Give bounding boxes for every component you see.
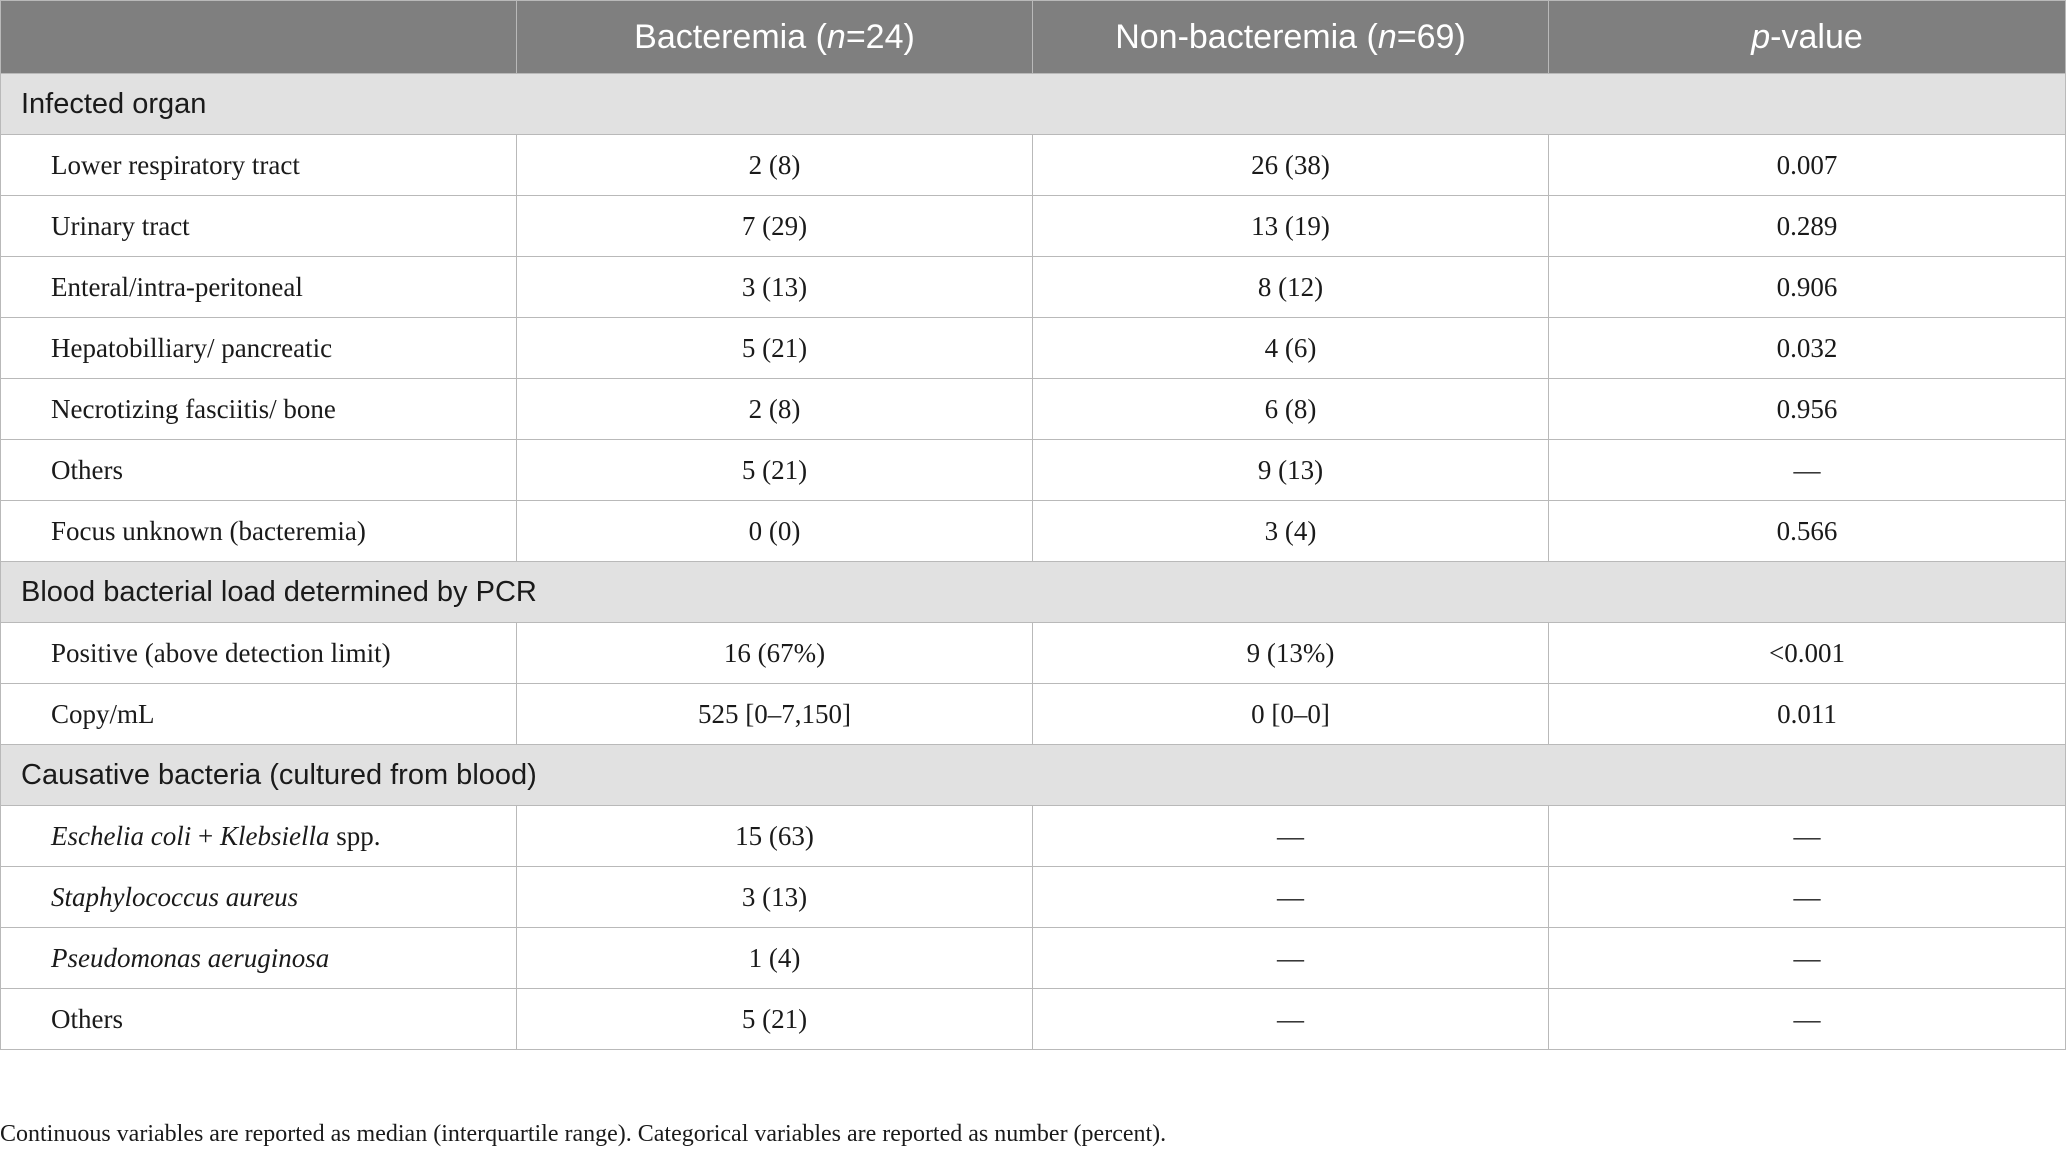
cell-bacteremia: 2 (8) — [517, 379, 1033, 440]
cell-non-bacteremia: — — [1033, 989, 1549, 1050]
row-label: Lower respiratory tract — [1, 135, 517, 196]
cell-bacteremia: 3 (13) — [517, 257, 1033, 318]
cell-p-value: 0.956 — [1549, 379, 2066, 440]
cell-bacteremia: 5 (21) — [517, 989, 1033, 1050]
cell-bacteremia: 525 [0–7,150] — [517, 684, 1033, 745]
cell-non-bacteremia: — — [1033, 867, 1549, 928]
row-label: Enteral/intra-peritoneal — [1, 257, 517, 318]
table-row — [1, 867, 2066, 928]
cell-p-value: — — [1549, 867, 2066, 928]
cell-non-bacteremia: 9 (13) — [1033, 440, 1549, 501]
row-label: Others — [1, 440, 517, 501]
cell-bacteremia: 3 (13) — [517, 867, 1033, 928]
table-row — [1, 257, 2066, 318]
table-row — [1, 318, 2066, 379]
cell-p-value: 0.289 — [1549, 196, 2066, 257]
cell-p-value: 0.906 — [1549, 257, 2066, 318]
cell-non-bacteremia: 3 (4) — [1033, 501, 1549, 562]
label-plus: + — [191, 820, 220, 851]
cell-non-bacteremia: 26 (38) — [1033, 135, 1549, 196]
cell-p-value: — — [1549, 806, 2066, 867]
cell-p-value: — — [1549, 928, 2066, 989]
table-row — [1, 501, 2066, 562]
cell-bacteremia: 5 (21) — [517, 440, 1033, 501]
cell-p-value: — — [1549, 440, 2066, 501]
cell-non-bacteremia: 0 [0–0] — [1033, 684, 1549, 745]
row-label: Urinary tract — [1, 196, 517, 257]
cell-non-bacteremia: — — [1033, 806, 1549, 867]
label-species-a: Eschelia coli — [51, 820, 192, 851]
cell-p-value: — — [1549, 989, 2066, 1050]
row-label: Necrotizing fasciitis/ bone — [1, 379, 517, 440]
cell-non-bacteremia: 4 (6) — [1033, 318, 1549, 379]
table-row — [1, 623, 2066, 684]
table-row — [1, 806, 2066, 867]
header-empty — [1, 1, 517, 74]
cell-p-value: 0.032 — [1549, 318, 2066, 379]
label-species-b: Klebsiella — [219, 820, 330, 851]
cell-p-value: 0.566 — [1549, 501, 2066, 562]
table-row — [1, 928, 2066, 989]
cell-non-bacteremia: 8 (12) — [1033, 257, 1549, 318]
cell-non-bacteremia: 9 (13%) — [1033, 623, 1549, 684]
section-blood-bacterial-load — [1, 562, 2066, 623]
row-label: Others — [1, 989, 517, 1050]
cell-bacteremia: 7 (29) — [517, 196, 1033, 257]
section-causative-bacteria — [1, 745, 2066, 806]
cell-p-value: 0.007 — [1549, 135, 2066, 196]
row-label: Positive (above detection limit) — [1, 623, 517, 684]
table-row — [1, 989, 2066, 1050]
header-non-bacteremia: Non-bacteremia (n=69) — [1033, 1, 1549, 74]
cell-bacteremia: 5 (21) — [517, 318, 1033, 379]
row-label: Copy/mL — [1, 684, 517, 745]
row-label: Staphylococcus aureus — [1, 867, 517, 928]
table-row — [1, 379, 2066, 440]
cell-bacteremia: 2 (8) — [517, 135, 1033, 196]
cell-bacteremia: 0 (0) — [517, 501, 1033, 562]
header-bacteremia: Bacteremia (n=24) — [517, 1, 1033, 74]
cell-p-value: 0.011 — [1549, 684, 2066, 745]
cell-p-value: <0.001 — [1549, 623, 2066, 684]
cell-bacteremia: 15 (63) — [517, 806, 1033, 867]
table-row — [1, 135, 2066, 196]
header-row — [1, 1, 2066, 74]
row-label: Focus unknown (bacteremia) — [1, 501, 517, 562]
table-row — [1, 684, 2066, 745]
table-row — [1, 196, 2066, 257]
row-label: Hepatobilliary/ pancreatic — [1, 318, 517, 379]
table-row — [1, 440, 2066, 501]
label-spp: spp. — [329, 820, 381, 851]
row-label: Pseudomonas aeruginosa — [1, 928, 517, 989]
cell-non-bacteremia: — — [1033, 928, 1549, 989]
row-label — [1, 806, 517, 867]
section-infected-organ — [1, 74, 2066, 135]
section-title: Blood bacterial load determined by PCR — [1, 562, 2066, 623]
table-footnote: Continuous variables are reported as median (interquartile range). Categorical variables are reported as number (percent). — [0, 1121, 1167, 1147]
header-p-value: p-value — [1549, 1, 2066, 74]
cell-non-bacteremia: 13 (19) — [1033, 196, 1549, 257]
section-title: Causative bacteria (cultured from blood) — [1, 745, 2066, 806]
cell-bacteremia: 1 (4) — [517, 928, 1033, 989]
section-title: Infected organ — [1, 74, 2066, 135]
cell-bacteremia: 16 (67%) — [517, 623, 1033, 684]
cell-non-bacteremia: 6 (8) — [1033, 379, 1549, 440]
